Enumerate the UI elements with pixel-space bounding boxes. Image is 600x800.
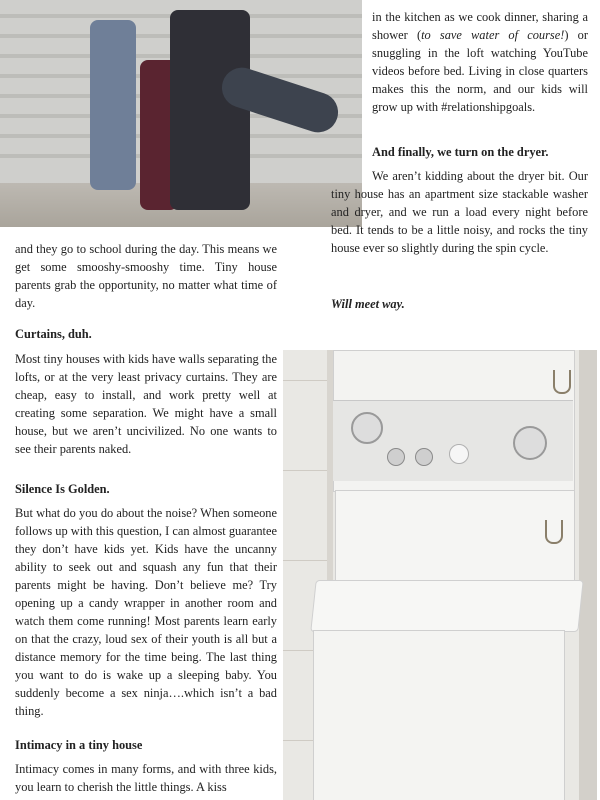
section-heading-curtains: Curtains, duh.: [15, 327, 92, 341]
family-photo: [0, 0, 362, 227]
section-body-curtains: Most tiny houses with kids have walls separating the lofts, or at the very least privacy curtains. They are cheap, easy to install, and work pretty well at creating some separation. We might have a small house, but we aren’t uncivilized. No one wants to see their parents naked.: [15, 352, 277, 456]
closing-line: Will meet way.: [331, 297, 405, 311]
continuation-paragraph: and they go to school during the day. This means we get some smooshy-smooshy time. Tiny house parents grab the opportunity, no matter what time of day.: [15, 242, 277, 310]
section-heading-silence: Silence Is Golden.: [15, 482, 110, 496]
washer-dryer-photo: [283, 350, 597, 800]
section-body-intimacy: Intimacy comes in many forms, and with three kids, you learn to cherish the little things. A kiss: [15, 762, 277, 794]
dryer-heading: And finally, we turn on the dryer.: [372, 145, 549, 159]
right-continuation-paragraph: in the kitchen as we cook dinner, sharing a shower (to save water of course!) or snuggling in the loft watching YouTube videos before bed. Living in close quarters makes this the norm, and our kids will grow up with #relationshipgoals.: [372, 10, 588, 114]
dryer-body: We aren’t kidding about the dryer bit. Our tiny house has an apartment size stackable washer and dryer, and we run a load every night before bed. It tends to be a little noisy, and rocks the tiny house ever so slightly during the spin cycle.: [331, 169, 588, 255]
section-body-silence: But what do you do about the noise? When someone follows up with this question, I can almost guarantee they don’t have kids yet. Kids have the uncanny ability to seek out and squash any fun that their parents might be having. Don’t believe me? Try opening up a candy wrapper in another room and watch them come running! Most parents learn early on that the crazy, loud sex of their youth is all but a distance memory for the time being. The last thing you want to do is wake up a sleeping baby. You suddenly become a sex ninja….which isn’t a bad thing.: [15, 506, 277, 718]
section-heading-intimacy: Intimacy in a tiny house: [15, 738, 143, 752]
